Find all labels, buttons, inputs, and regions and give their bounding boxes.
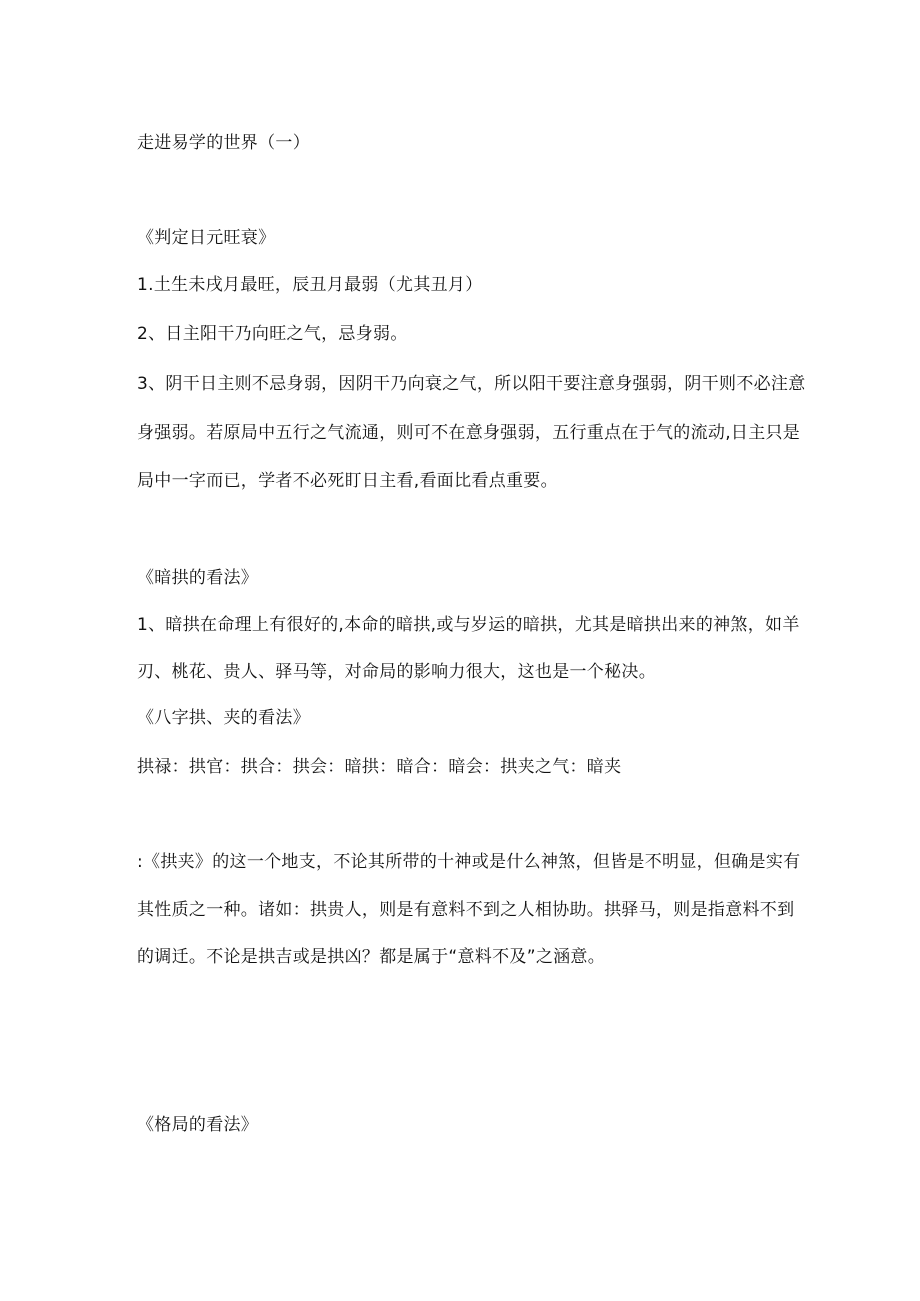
paragraph-item-3-line-3: 局中一字而已，学者不必死盯日主看,看面比看点重要。 [137,471,558,491]
paragraph-item-1: 1.土生未戌月最旺，辰丑月最弱（尤其丑月） [137,275,483,295]
paragraph-arch-clamp-line-3: 的调迁。不论是拱吉或是拱凶？都是属于“意料不及”之涵意。 [137,947,606,967]
section-heading-pattern: 《格局的看法》 [137,1115,259,1135]
paragraph-hidden-arch-line-2: 刃、桃花、贵人、驿马等，对命局的影响力很大，这也是一个秘决。 [137,662,656,682]
paragraph-hidden-arch-line-1: 1、暗拱在命理上有很好的,本命的暗拱,或与岁运的暗拱，尤其是暗拱出来的神煞，如羊 [137,615,800,635]
paragraph-item-3-line-2: 身强弱。若原局中五行之气流通，则可不在意身强弱，五行重点在于气的流动,日主只是 [137,423,801,443]
paragraph-item-3-line-1: 3、阴干日主则不忌身弱，因阴干乃向衰之气，所以阳干要注意身强弱，阴干则不必注意 [137,374,806,394]
arch-clamp-list: 拱禄：拱官：拱合：拱会：暗拱：暗合：暗会：拱夹之气：暗夹 [137,757,622,777]
document-title: 走进易学的世界（一） [137,133,310,153]
paragraph-arch-clamp-line-2: 其性质之一种。诸如：拱贵人，则是有意料不到之人相协助。拱驿马，则是指意料不到 [137,900,795,920]
section-heading-day-master-strength: 《判定日元旺衰》 [137,228,276,248]
section-heading-hidden-arch: 《暗拱的看法》 [137,568,259,588]
section-heading-arch-clamp: 《八字拱、夹的看法》 [137,708,310,728]
paragraph-item-2: 2、日主阳干乃向旺之气，忌身弱。 [137,324,408,344]
paragraph-arch-clamp-line-1: :《拱夹》的这一个地支，不论其所带的十神或是什么神煞，但皆是不明显，但确是实有 [137,852,801,872]
